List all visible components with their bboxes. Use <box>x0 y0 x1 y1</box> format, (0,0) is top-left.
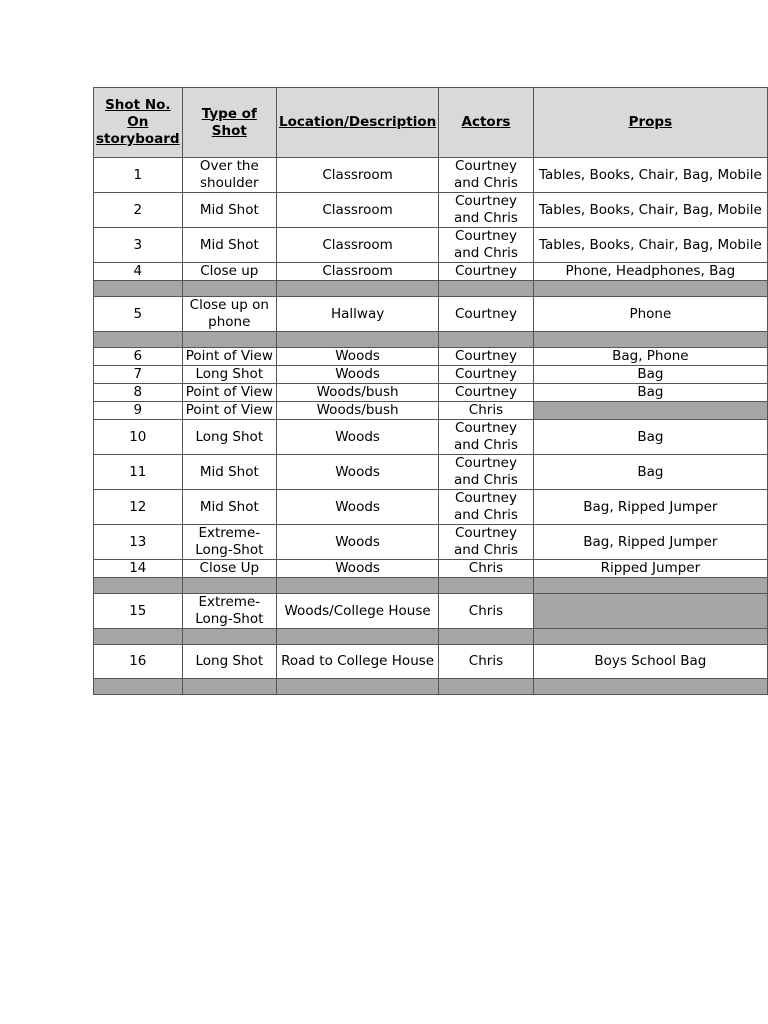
cell-props <box>533 594 767 629</box>
cell-actors: Courtney and Chris <box>439 228 534 263</box>
cell-actors: Courtney <box>439 263 534 281</box>
cell-actors: Courtney and Chris <box>439 420 534 455</box>
separator-cell <box>533 578 767 594</box>
separator-cell <box>277 679 439 695</box>
cell-actors: Courtney and Chris <box>439 158 534 193</box>
cell-actors: Chris <box>439 594 534 629</box>
separator-cell <box>439 281 534 297</box>
cell-type-of-shot: Point of View <box>182 384 276 402</box>
cell-location: Woods <box>277 366 439 384</box>
cell-props: Tables, Books, Chair, Bag, Mobile <box>533 158 767 193</box>
shot-list-table <box>93 87 768 695</box>
separator-cell <box>533 281 767 297</box>
cell-location: Classroom <box>277 193 439 228</box>
cell-actors: Courtney <box>439 366 534 384</box>
separator-cell <box>182 332 276 348</box>
separator-cell <box>94 281 183 297</box>
separator-cell <box>94 679 183 695</box>
separator-row <box>94 578 768 594</box>
cell-props: Bag, Ripped Jumper <box>533 525 767 560</box>
cell-location: Hallway <box>277 297 439 332</box>
cell-type-of-shot: Long Shot <box>182 420 276 455</box>
cell-location: Woods <box>277 348 439 366</box>
table-row <box>94 560 768 578</box>
cell-location: Woods <box>277 525 439 560</box>
cell-type-of-shot: Mid Shot <box>182 228 276 263</box>
cell-shot-no: 8 <box>94 384 183 402</box>
separator-cell <box>277 332 439 348</box>
separator-cell <box>182 281 276 297</box>
cell-shot-no: 12 <box>94 490 183 525</box>
separator-cell <box>94 578 183 594</box>
separator-row <box>94 332 768 348</box>
table-row <box>94 263 768 281</box>
cell-props <box>533 402 767 420</box>
cell-actors: Courtney <box>439 348 534 366</box>
cell-shot-no: 14 <box>94 560 183 578</box>
table-row <box>94 193 768 228</box>
cell-type-of-shot: Extreme-Long-Shot <box>182 594 276 629</box>
table-row <box>94 228 768 263</box>
separator-cell <box>182 679 276 695</box>
cell-type-of-shot: Close Up <box>182 560 276 578</box>
cell-location: Woods/bush <box>277 384 439 402</box>
cell-props: Phone, Headphones, Bag <box>533 263 767 281</box>
cell-props: Boys School Bag <box>533 645 767 679</box>
table-row <box>94 525 768 560</box>
cell-location: Classroom <box>277 158 439 193</box>
cell-location: Woods <box>277 420 439 455</box>
cell-actors: Chris <box>439 402 534 420</box>
separator-cell <box>277 629 439 645</box>
cell-location: Woods/bush <box>277 402 439 420</box>
cell-actors: Courtney <box>439 384 534 402</box>
cell-props: Tables, Books, Chair, Bag, Mobile <box>533 228 767 263</box>
cell-location: Woods <box>277 455 439 490</box>
separator-cell <box>439 332 534 348</box>
cell-shot-no: 9 <box>94 402 183 420</box>
cell-type-of-shot: Point of View <box>182 402 276 420</box>
cell-shot-no: 15 <box>94 594 183 629</box>
cell-shot-no: 3 <box>94 228 183 263</box>
cell-type-of-shot: Mid Shot <box>182 455 276 490</box>
cell-type-of-shot: Mid Shot <box>182 193 276 228</box>
separator-cell <box>277 281 439 297</box>
separator-cell <box>94 332 183 348</box>
cell-actors: Chris <box>439 645 534 679</box>
cell-props: Tables, Books, Chair, Bag, Mobile <box>533 193 767 228</box>
cell-type-of-shot: Long Shot <box>182 366 276 384</box>
cell-actors: Courtney and Chris <box>439 525 534 560</box>
cell-actors: Courtney <box>439 297 534 332</box>
cell-props: Bag <box>533 455 767 490</box>
cell-location: Classroom <box>277 228 439 263</box>
separator-cell <box>94 629 183 645</box>
cell-type-of-shot: Close up on phone <box>182 297 276 332</box>
cell-shot-no: 7 <box>94 366 183 384</box>
header-row <box>94 88 768 158</box>
separator-cell <box>182 578 276 594</box>
header-location: Location/Description <box>277 88 439 158</box>
cell-shot-no: 2 <box>94 193 183 228</box>
table-row <box>94 384 768 402</box>
separator-row <box>94 281 768 297</box>
header-props: Props <box>533 88 767 158</box>
cell-type-of-shot: Point of View <box>182 348 276 366</box>
cell-type-of-shot: Mid Shot <box>182 490 276 525</box>
cell-shot-no: 5 <box>94 297 183 332</box>
cell-location: Woods <box>277 490 439 525</box>
header-shot-no: Shot No. On storyboard <box>94 88 183 158</box>
table-row <box>94 455 768 490</box>
cell-props: Phone <box>533 297 767 332</box>
separator-cell <box>439 629 534 645</box>
cell-shot-no: 6 <box>94 348 183 366</box>
cell-shot-no: 13 <box>94 525 183 560</box>
table-row <box>94 490 768 525</box>
cell-type-of-shot: Close up <box>182 263 276 281</box>
header-type-of-shot: Type of Shot <box>182 88 276 158</box>
cell-type-of-shot: Over the shoulder <box>182 158 276 193</box>
header-actors: Actors <box>439 88 534 158</box>
cell-props: Bag, Phone <box>533 348 767 366</box>
cell-actors: Courtney and Chris <box>439 193 534 228</box>
separator-cell <box>439 679 534 695</box>
separator-cell <box>533 629 767 645</box>
table-row <box>94 348 768 366</box>
separator-cell <box>182 629 276 645</box>
table-row <box>94 297 768 332</box>
cell-props: Bag <box>533 366 767 384</box>
cell-props: Bag, Ripped Jumper <box>533 490 767 525</box>
cell-actors: Courtney and Chris <box>439 455 534 490</box>
cell-type-of-shot: Extreme-Long-Shot <box>182 525 276 560</box>
separator-cell <box>277 578 439 594</box>
table-row <box>94 366 768 384</box>
table-row <box>94 420 768 455</box>
table-row <box>94 158 768 193</box>
cell-location: Road to College House <box>277 645 439 679</box>
cell-actors: Courtney and Chris <box>439 490 534 525</box>
separator-cell <box>439 578 534 594</box>
cell-shot-no: 4 <box>94 263 183 281</box>
cell-actors: Chris <box>439 560 534 578</box>
cell-shot-no: 11 <box>94 455 183 490</box>
separator-row <box>94 679 768 695</box>
table-body <box>94 158 768 695</box>
separator-cell <box>533 332 767 348</box>
cell-props: Bag <box>533 420 767 455</box>
cell-props: Bag <box>533 384 767 402</box>
cell-location: Classroom <box>277 263 439 281</box>
cell-shot-no: 16 <box>94 645 183 679</box>
separator-cell <box>533 679 767 695</box>
cell-location: Woods/College House <box>277 594 439 629</box>
cell-type-of-shot: Long Shot <box>182 645 276 679</box>
separator-row <box>94 629 768 645</box>
table-row <box>94 645 768 679</box>
table-row <box>94 594 768 629</box>
cell-props: Ripped Jumper <box>533 560 767 578</box>
cell-shot-no: 10 <box>94 420 183 455</box>
table-row <box>94 402 768 420</box>
cell-shot-no: 1 <box>94 158 183 193</box>
cell-location: Woods <box>277 560 439 578</box>
